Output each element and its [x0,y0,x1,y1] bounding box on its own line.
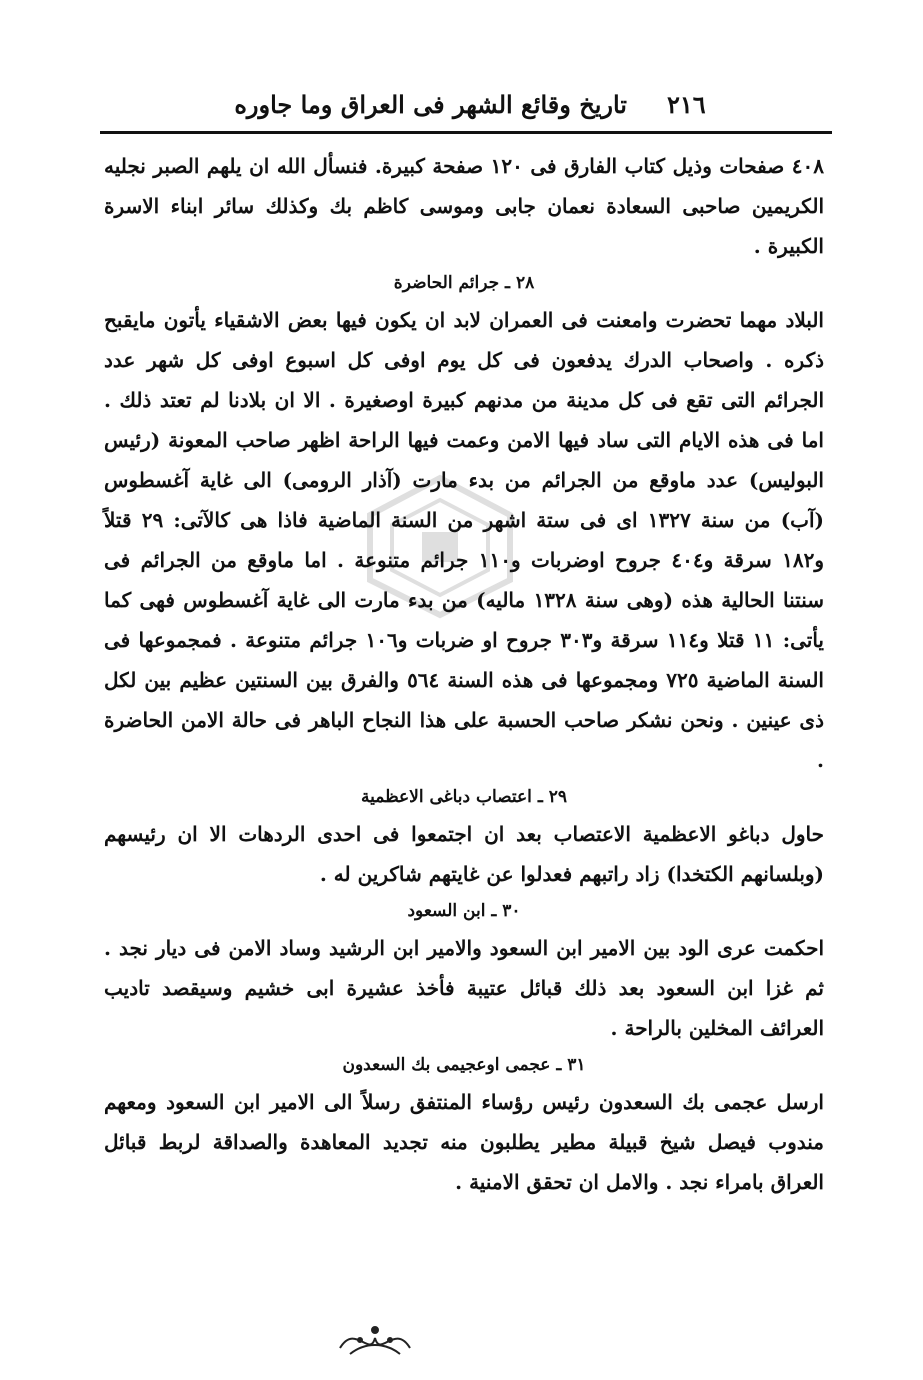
paragraph-27-end: ٤٠٨ صفحات وذيل كتاب الفارق فى ١٢٠ صفحة كبيرة. فنسأل الله ان يلهم الصبر نجليه الكريمين صاحبى السعادة نعمان جابى وموسى كاظم بك وكذلك سائر ابناء الاسرة الكبيرة . [104,154,825,258]
paragraph-30: احكمت عرى الود بين الامير ابن السعود والامير ابن الرشيد وساد الامن فى ديار نجد . ثم غزا ابن السعود بعد ذلك قبائل عتيبة فأخذ عشيرة ابى خشيم وسيقصد تاديب العرائف المخلين بالراحة . [104,936,824,1040]
heading-30: ٣٠ ـ ابن السعود [407,901,521,921]
running-title: تاريخ وقائع الشهر فى العراق وما جاوره [234,89,627,119]
paragraph-31: ارسل عجمى بك السعدون رئيس رؤساء المنتفق رسلاً الى الامير ابن السعود ومعهم مندوب فيصل شيخ قبيلة مطير يطلبون منه تجديد المعاهدة والصداقة لربط قبائل العراق بامراء نجد . والامل ان تحقق الامنية . [104,1090,824,1194]
page-number: ٢١٦ [666,89,706,119]
ornament-icon [330,1318,420,1364]
body-text [104,146,824,1202]
heading-29: ٢٩ ـ اعتصاب دباغى الاعظمية [361,787,567,807]
heading-28: ٢٨ ـ جرائم الحاضرة [393,273,535,293]
header-rule [100,131,832,134]
running-header [110,80,830,128]
paragraph-28: البلاد مهما تحضرت وامعنت فى العمران لابد ان يكون فيها بعض الاشقياء يأتون مايقبح ذكره . واصحاب الدرك يدفعون فى كل يوم اوفى كل اسبوع اوفى كل شهر عدد الجرائم التى تقع فى كل مدينة من مدنهم كبيرة اوصغيرة . الا ان بلادنا لم تعتد ذلك . اما فى هذه الايام التى ساد فيها الامن وعمت فيها الراحة اظهر صاحب المعونة (رئيس البوليس) عدد ماوقع من الجرائم من بدء مارت (آذار الرومى) الى غاية آغسطوس (آب) من سنة ١٣٢٧ اى فى ستة اشهر من السنة الماضية فاذا هى كالآتى: ٢٩ قتلاً و١٨٢ سرقة و٤٠٤ جروح اوضربات و١١٠ جرائم متنوعة . اما ماوقع من الجرائم فى سنتنا الحالية هذه (وهى سنة ١٣٢٨ ماليه) من بدء مارت الى غاية آغسطوس فهى كما يأتى: ١١ قتلا و١١٤ سرقة و٣٠٣ جروح او ضربات و١٠٦ جرائم متنوعة . فمجموعها فى السنة الماضية ٧٢٥ ومجموعها فى هذه السنة ٥٦٤ والفرق بين السنتين عظيم بين لكل ذى عينين . ونحن نشكر صاحب الحسبة على هذا النجاح الباهر فى حالة الامن الحاضرة . [104,308,825,772]
paragraph-29: حاول دباغو الاعظمية الاعتصاب بعد ان اجتمعوا فى احدى الردهات الا ان رئيسهم (وبلسانهم الكتخدا) زاد راتبهم فعدلوا عن غايتهم شاكرين له . [104,822,824,886]
heading-31: ٣١ ـ عجمى اوعجيمى بك السعدون [342,1055,586,1075]
